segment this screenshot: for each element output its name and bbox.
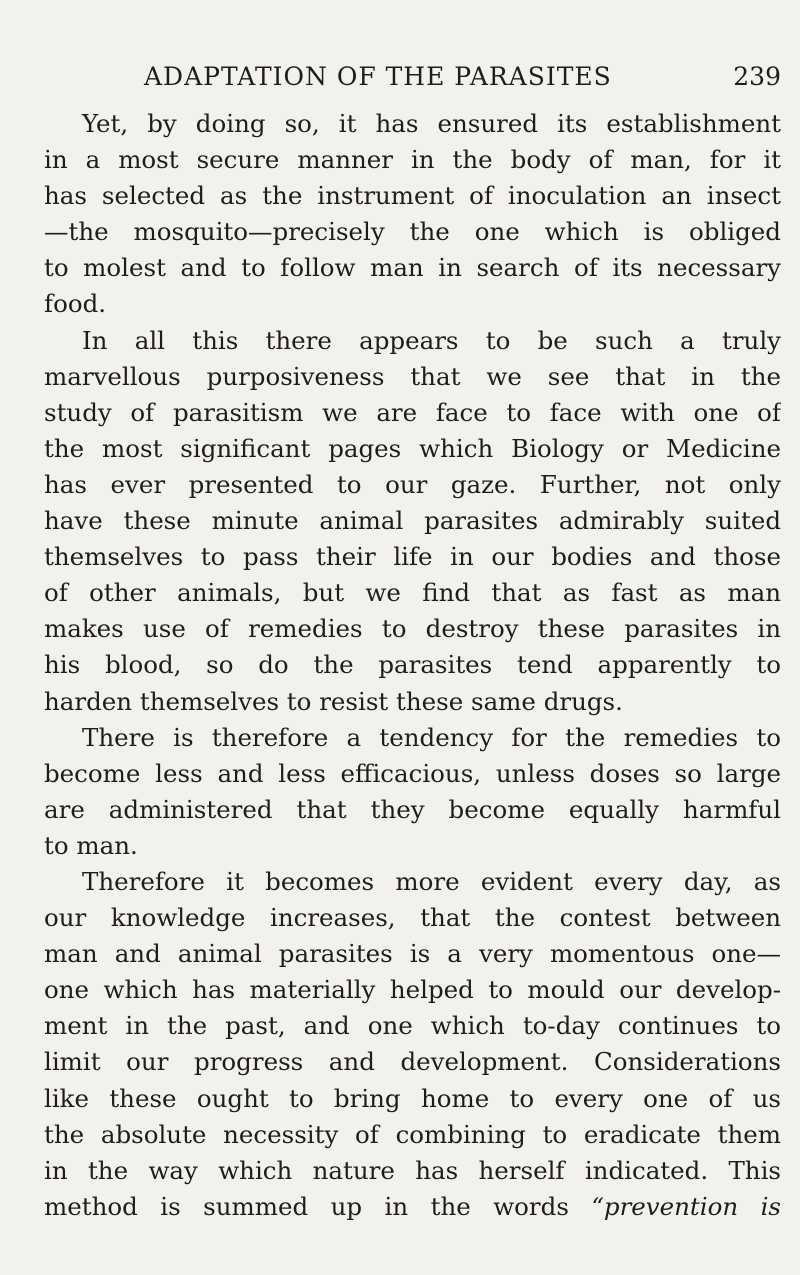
text-line: harden themselves to resist these same drugs. (44, 686, 623, 716)
final-line-italic: “prevention is (591, 1191, 781, 1221)
text-line: one which has materially helped to mould our develop- (44, 975, 781, 1005)
text-line: the most significant pages which Biology or Medicine (44, 433, 781, 463)
text-line: become less and less efficacious, unless doses so large (44, 758, 781, 788)
text-line: man and animal parasites is a very momentous one— (44, 939, 781, 969)
text-line: in a most secure manner in the body of man, for it (44, 145, 781, 175)
text-line: of other animals, but we find that as fast as man (44, 578, 781, 608)
text-line: study of parasitism we are face to face with one of (44, 397, 781, 427)
final-line-plain: method is summed up in the words (44, 1191, 592, 1221)
text-line: to molest and to follow man in search of its necessary (44, 253, 781, 283)
text-line: are administered that they become equally harmful (44, 794, 781, 824)
text-line: marvellous purposiveness that we see that in the (44, 361, 781, 391)
body-text (44, 106, 781, 1225)
text-line: In all this there appears to be such a truly (82, 325, 781, 355)
text-line: makes use of remedies to destroy these parasites in (44, 614, 781, 644)
text-line: have these minute animal parasites admirably suited (44, 506, 781, 536)
text-line: to man. (44, 830, 138, 860)
text-line: Therefore it becomes more evident every day, as (82, 866, 781, 896)
text-line: has selected as the instrument of inoculation an insect (44, 181, 781, 211)
text-line: food. (44, 289, 107, 319)
text-line: in the way which nature has herself indicated. This (44, 1155, 781, 1185)
text-line-final (44, 1189, 781, 1225)
page-number: 239 (733, 62, 781, 91)
text-line: his blood, so do the parasites tend apparently to (44, 650, 781, 680)
text-line: themselves to pass their life in our bodies and those (44, 542, 781, 572)
text-line: —the mosquito—precisely the one which is obliged (44, 217, 781, 247)
running-head (44, 60, 781, 100)
running-title: ADAPTATION OF THE PARASITES (144, 62, 612, 91)
text-line: our knowledge increases, that the contest between (44, 903, 781, 933)
text-line: There is therefore a tendency for the remedies to (82, 722, 781, 752)
text-line: has ever presented to our gaze. Further, not only (44, 469, 781, 499)
text-line: ment in the past, and one which to-day continues to (44, 1011, 781, 1041)
text-line: like these ought to bring home to every one of us (44, 1083, 781, 1113)
text-line: Yet, by doing so, it has ensured its establishment (82, 109, 781, 138)
text-line: the absolute necessity of combining to eradicate them (44, 1119, 781, 1149)
text-line: limit our progress and development. Considerations (44, 1047, 781, 1077)
